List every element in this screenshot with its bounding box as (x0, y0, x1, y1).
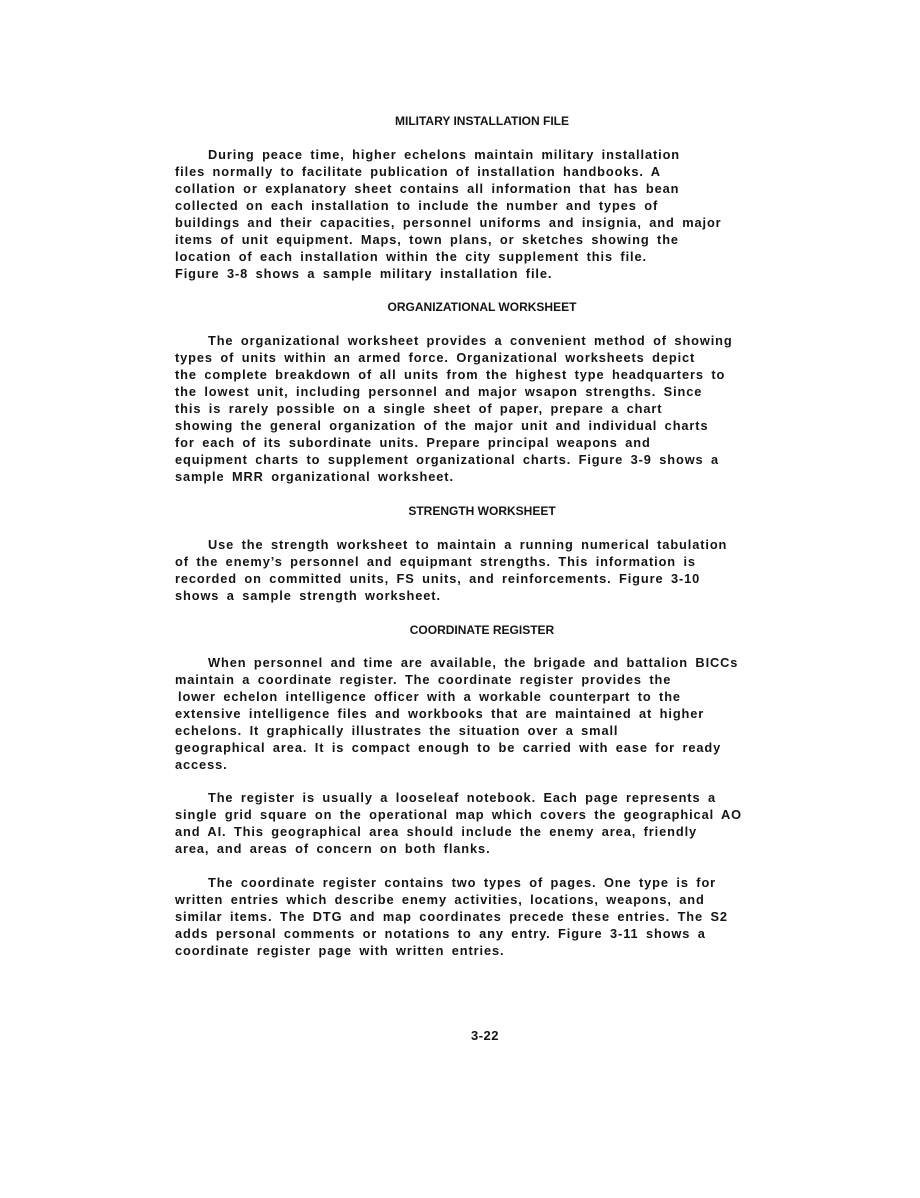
page-number: 3-22 (470, 1028, 500, 1043)
text-line: area, and areas of concern on both flanks. (175, 841, 491, 856)
text-line: coordinate register page with written entries. (175, 943, 505, 958)
text-line: for each of its subordinate units. Prepare principal weapons and (175, 435, 651, 450)
text-line: maintain a coordinate register. The coordinate register provides the (175, 672, 672, 687)
text-line: showing the general organization of the major unit and individual charts (175, 418, 709, 433)
text-line: echelons. It graphically illustrates the situation over a small (175, 723, 619, 738)
text-line: the lowest unit, including personnel and major wsapon strengths. Since (175, 384, 703, 399)
paragraph-coordinate-register-2 (175, 789, 815, 857)
text-line: location of each installation within the city supplement this file. (175, 249, 647, 264)
text-line: lower echelon intelligence officer with a workable counterpart to the (178, 689, 681, 704)
heading-strength-worksheet: STRENGTH WORKSHEET (408, 504, 556, 518)
text-line: collected on each installation to include the number and types of (175, 198, 659, 213)
text-line: The register is usually a looseleaf notebook. Each page represents a (208, 790, 716, 805)
text-line: types of units within an armed force. Organizational worksheets depict (175, 350, 696, 365)
text-line: this is rarely possible on a single sheet of paper, prepare a chart (175, 401, 663, 416)
paragraph-military-installation-file (175, 146, 815, 282)
paragraph-coordinate-register-3 (175, 874, 815, 959)
text-line: and AI. This geographical area should include the enemy area, friendly (175, 824, 698, 839)
text-line: written entries which describe enemy activities, locations, weapons, and (175, 892, 705, 907)
text-line: files normally to facilitate publication of installation handbooks. A (175, 164, 661, 179)
text-line: equipment charts to supplement organizational charts. Figure 3-9 shows a (175, 452, 720, 467)
heading-military-installation-file: MILITARY INSTALLATION FILE (395, 114, 569, 128)
text-line: adds personal comments or notations to any entry. Figure 3-11 shows a (175, 926, 706, 941)
text-line: items of unit equipment. Maps, town plans, or sketches showing the (175, 232, 679, 247)
text-line: extensive intelligence files and workbooks that are maintained at higher (175, 706, 705, 721)
text-line: collation or explanatory sheet contains all information that has bean (175, 181, 680, 196)
text-line: During peace time, higher echelons maintain military installation (208, 147, 681, 162)
text-line: geographical area. It is compact enough to be carried with ease for ready (175, 740, 722, 755)
heading-organizational-worksheet: ORGANIZATIONAL WORKSHEET (387, 300, 577, 314)
text-line: recorded on committed units, FS units, and reinforcements. Figure 3-10 (175, 571, 701, 586)
text-line: Figure 3-8 shows a sample military installation file. (175, 266, 553, 281)
text-line: The organizational worksheet provides a convenient method of showing (208, 333, 733, 348)
paragraph-organizational-worksheet (175, 332, 815, 485)
text-line: similar items. The DTG and map coordinates precede these entries. The S2 (175, 909, 728, 924)
text-line: of the enemy’s personnel and equipmant strengths. This information is (175, 554, 696, 569)
text-line: buildings and their capacities, personnel uniforms and insignia, and major (175, 215, 722, 230)
text-line: the complete breakdown of all units from the highest type headquarters to (175, 367, 726, 382)
paragraph-coordinate-register-1 (175, 654, 815, 773)
heading-coordinate-register: COORDINATE REGISTER (409, 623, 555, 637)
text-line: access. (175, 757, 228, 772)
text-line: single grid square on the operational map which covers the geographical AO (175, 807, 743, 822)
paragraph-strength-worksheet (175, 536, 815, 604)
text-line: sample MRR organizational worksheet. (175, 469, 454, 484)
text-line: Use the strength worksheet to maintain a running numerical tabulation (208, 537, 728, 552)
text-line: When personnel and time are available, the brigade and battalion BICCs (208, 655, 739, 670)
text-line: The coordinate register contains two types of pages. One type is for (208, 875, 717, 890)
text-line: shows a sample strength worksheet. (175, 588, 441, 603)
